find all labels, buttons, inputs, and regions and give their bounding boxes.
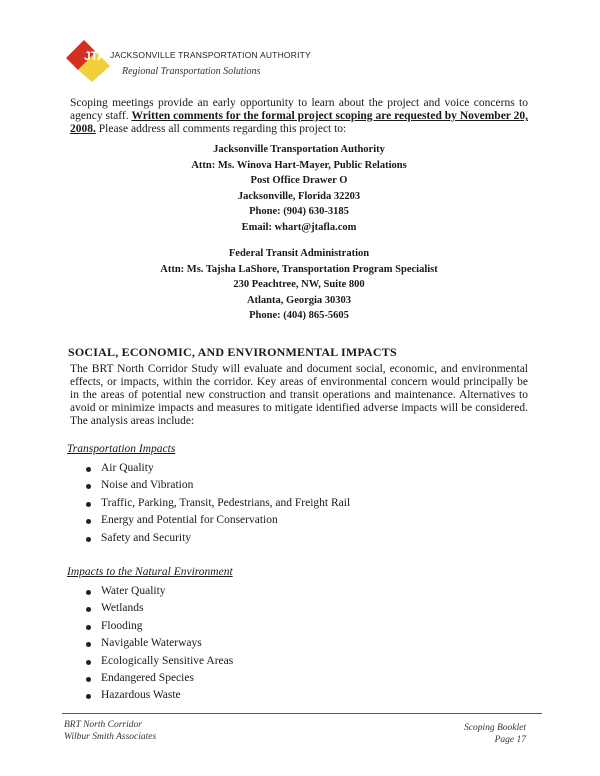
address-line: Jacksonville, Florida 32203: [237, 190, 361, 202]
list-item-label: Navigable Waterways: [101, 637, 202, 650]
address-line: Phone: (404) 865-5605: [249, 310, 349, 321]
address-line: Atlanta, Georgia 30303: [246, 294, 352, 306]
transportation-impacts-list: [82, 460, 350, 547]
bullet-icon: [86, 484, 91, 489]
tagline: Regional Transportation Solutions: [122, 66, 261, 77]
section-paragraph: The BRT North Corridor Study will evaluate and document social, economic, and environmental effects, or impacts, within the corridor. Key areas of environmental concern would principally be in the areas of potential new construction and transit operations and maintenance. Alternatives to avoid or minimize impacts and measures to mitigate identified adverse impacts will be considered. The analysis areas include:: [70, 363, 528, 427]
intro-paragraph: [70, 97, 528, 136]
list-item: [82, 635, 233, 652]
list-item-label: Noise and Vibration: [101, 479, 194, 492]
bullet-icon: [86, 625, 91, 630]
section-heading: SOCIAL, ECONOMIC, AND ENVIRONMENTAL IMPACTS: [68, 345, 397, 359]
list-item-label: Safety and Security: [101, 531, 192, 544]
bullet-icon: [86, 502, 91, 507]
list-item-label: Wetlands: [101, 602, 144, 615]
jta-logo: [66, 36, 110, 82]
organization-name: JACKSONVILLE TRANSPORTATION AUTHORITY: [110, 50, 311, 60]
intro-text-before: Scoping meetings provide an early opportunity to learn about the project and voice concerns to agency staff.: [70, 97, 528, 122]
natural-environment-heading: Impacts to the Natural Environment: [67, 566, 233, 578]
footer-document-title: Scoping Booklet: [464, 723, 526, 733]
list-item-label: Ecologically Sensitive Areas: [101, 654, 234, 667]
address-line: Attn: Ms. Tajsha LaShore, Transportation Program Specialist: [160, 263, 438, 275]
bullet-icon: [86, 537, 91, 542]
list-item-label: Traffic, Parking, Transit, Pedestrians, and Freight Rail: [101, 496, 351, 509]
address-line: Post Office Drawer O: [250, 175, 348, 186]
email-line: Email: whart@jtafla.com: [241, 221, 357, 233]
page-number: Page 17: [494, 735, 526, 745]
natural-environment-list: [82, 583, 233, 705]
list-item-label: Energy and Potential for Conservation: [101, 514, 278, 527]
list-item: [82, 512, 350, 529]
list-item: [82, 477, 350, 494]
bullet-icon: [86, 642, 91, 647]
footer-divider: [62, 713, 542, 714]
fta-address-block: [70, 246, 528, 324]
footer-firm: Wilbur Smith Associates: [64, 732, 157, 742]
comment-deadline: Written comments for the formal project scoping are requested by November 20, 2008.: [70, 110, 528, 135]
list-item-label: Air Quality: [101, 462, 154, 474]
address-line: 230 Peachtree, NW, Suite 800: [233, 279, 365, 290]
list-item: [82, 670, 233, 687]
bullet-icon: [86, 677, 91, 682]
list-item: [82, 495, 350, 512]
intro-text-after: Please address all comments regarding this project to:: [95, 123, 347, 135]
list-item: [82, 460, 350, 477]
logo-lettering: JTA: [84, 49, 106, 63]
jta-address-block: [70, 142, 528, 235]
address-line: Attn: Ms. Winova Hart-Mayer, Public Relations: [191, 159, 407, 171]
list-item-label: Flooding: [101, 619, 143, 632]
bullet-icon: [86, 519, 91, 524]
list-item: [82, 618, 233, 635]
bullet-icon: [86, 694, 91, 699]
list-item: [82, 687, 233, 704]
list-item-label: Endangered Species: [101, 671, 194, 684]
list-item: [82, 653, 233, 670]
bullet-icon: [86, 590, 91, 595]
transportation-impacts-heading: Transportation Impacts: [67, 443, 176, 455]
footer-left: [64, 719, 156, 743]
address-line: Phone: (904) 630-3185: [249, 206, 349, 217]
list-item-label: Water Quality: [101, 585, 166, 597]
bullet-icon: [86, 660, 91, 665]
list-item: [82, 583, 233, 600]
address-line: Federal Transit Administration: [228, 248, 370, 259]
bullet-icon: [86, 607, 91, 612]
footer-project: BRT North Corridor: [64, 720, 142, 730]
footer-right: [458, 722, 526, 746]
list-item-label: Hazardous Waste: [101, 689, 181, 702]
address-line: Jacksonville Transportation Authority: [213, 144, 385, 155]
list-item: [82, 530, 350, 547]
list-item: [82, 600, 233, 617]
bullet-icon: [86, 467, 91, 472]
